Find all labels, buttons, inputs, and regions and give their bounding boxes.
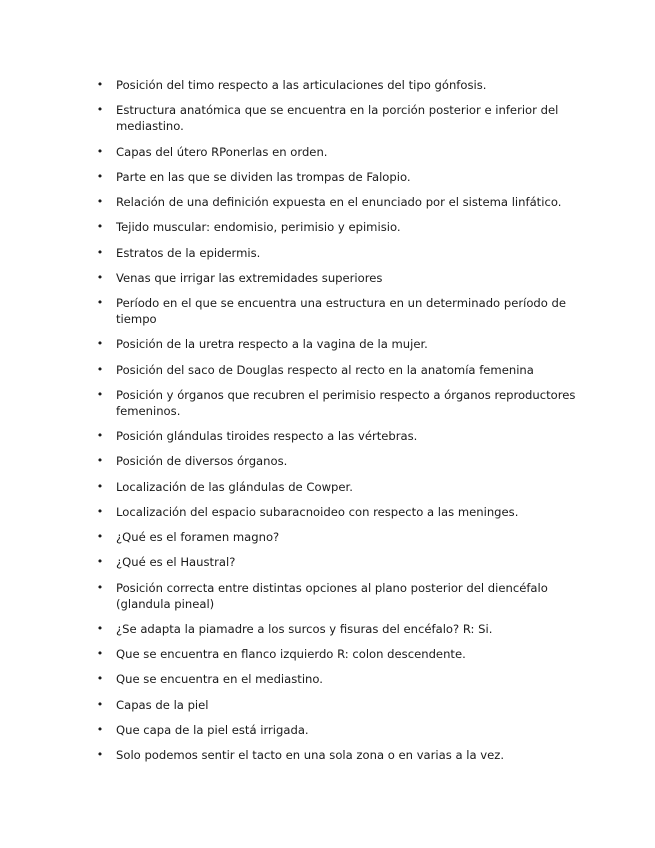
list-item-text: Capas del útero RPonerlas en orden. xyxy=(116,144,328,159)
list-item-text: ¿Qué es el foramen magno? xyxy=(116,530,280,544)
list-item xyxy=(96,102,580,134)
list-item xyxy=(96,295,580,327)
list-item-text: Estratos de la epidermis. xyxy=(116,245,261,260)
list-item xyxy=(96,621,580,637)
list-item xyxy=(96,646,580,662)
bullet-icon: • xyxy=(96,672,104,686)
list-item xyxy=(96,270,580,286)
list-item xyxy=(96,504,580,520)
bullet-icon: • xyxy=(96,479,104,493)
bullet-icon: • xyxy=(96,362,104,376)
list-item-text: ¿Qué es el Haustral? xyxy=(116,555,236,570)
bullet-icon: • xyxy=(96,220,104,234)
bullet-icon: • xyxy=(96,270,104,284)
bullet-icon: • xyxy=(96,621,104,635)
list-item-text: Capas de la piel xyxy=(116,697,209,712)
list-item-text: Estructura anatómica que se encuentra en la porción posterior e inferior del mediastino. xyxy=(116,103,559,134)
list-item-text: Parte en las que se dividen las trompas de Falopio. xyxy=(116,169,411,184)
list-item xyxy=(96,747,580,763)
bullet-icon: • xyxy=(96,337,104,351)
bullet-icon: • xyxy=(96,647,104,660)
list-item-text: Relación de una definición expuesta en el enunciado por el sistema linfático. xyxy=(116,195,562,209)
list-item xyxy=(96,671,580,687)
list-item xyxy=(96,362,580,378)
list-item-text: Tejido muscular: endomisio, perimisio y epimisio. xyxy=(116,220,401,235)
bullet-icon: • xyxy=(96,78,104,91)
list-item-text: ¿Se adapta la piamadre a los surcos y fisuras del encéfalo? R: Si. xyxy=(116,621,493,636)
bullet-icon: • xyxy=(96,722,104,736)
list-item xyxy=(96,219,580,235)
list-item xyxy=(96,428,580,444)
list-item-text: Posición de diversos órganos. xyxy=(116,454,288,469)
list-item xyxy=(96,169,580,185)
bullet-icon: • xyxy=(96,530,104,543)
list-item xyxy=(96,144,580,160)
list-item-text: Período en el que se encuentra una estructura en un determinado período de tiempo xyxy=(116,296,567,326)
question-list xyxy=(96,77,580,772)
bullet-icon: • xyxy=(96,195,104,208)
bullet-icon: • xyxy=(96,697,104,711)
list-item-text: Posición del saco de Douglas respecto al recto en la anatomía femenina xyxy=(116,362,534,377)
bullet-icon: • xyxy=(96,429,104,442)
list-item xyxy=(96,479,580,495)
bullet-icon: • xyxy=(96,748,104,761)
list-item xyxy=(96,580,580,612)
list-item-text: Posición correcta entre distintas opciones al plano posterior del diencéfalo (glandula pineal) xyxy=(116,580,548,611)
list-item-text: Que capa de la piel está irrigada. xyxy=(116,722,309,737)
list-item-text: Que se encuentra en flanco izquierdo R: colon descendente. xyxy=(116,647,466,661)
bullet-icon: • xyxy=(96,296,104,309)
list-item xyxy=(96,194,580,210)
bullet-icon: • xyxy=(96,555,104,569)
list-item xyxy=(96,697,580,713)
list-item-text: Posición del timo respecto a las articulaciones del tipo gónfosis. xyxy=(116,78,487,92)
list-item-text: Venas que irrigar las extremidades superiores xyxy=(116,270,383,285)
bullet-icon: • xyxy=(96,103,104,117)
list-item-text: Posición de la uretra respecto a la vagina de la mujer. xyxy=(116,337,428,352)
list-item xyxy=(96,554,580,570)
list-item-text: Localización de las glándulas de Cowper. xyxy=(116,479,353,494)
bullet-icon: • xyxy=(96,454,104,468)
list-item xyxy=(96,336,580,352)
bullet-icon: • xyxy=(96,387,104,401)
list-item xyxy=(96,722,580,738)
bullet-icon: • xyxy=(96,245,104,259)
bullet-icon: • xyxy=(96,580,104,594)
list-item-text: Posición glándulas tiroides respecto a las vértebras. xyxy=(116,429,418,443)
list-item xyxy=(96,245,580,261)
list-item xyxy=(96,387,580,419)
list-item-text: Solo podemos sentir el tacto en una sola zona o en varias a la vez. xyxy=(116,748,505,762)
list-item xyxy=(96,529,580,545)
list-item xyxy=(96,77,580,93)
list-item xyxy=(96,453,580,469)
bullet-icon: • xyxy=(96,169,104,183)
list-item-text: Localización del espacio subaracnoideo con respecto a las meninges. xyxy=(116,504,519,519)
bullet-icon: • xyxy=(96,144,104,158)
list-item-text: Que se encuentra en el mediastino. xyxy=(116,672,323,687)
bullet-icon: • xyxy=(96,504,104,518)
list-item-text: Posición y órganos que recubren el perimisio respecto a órganos reproductores femeninos. xyxy=(116,387,576,418)
